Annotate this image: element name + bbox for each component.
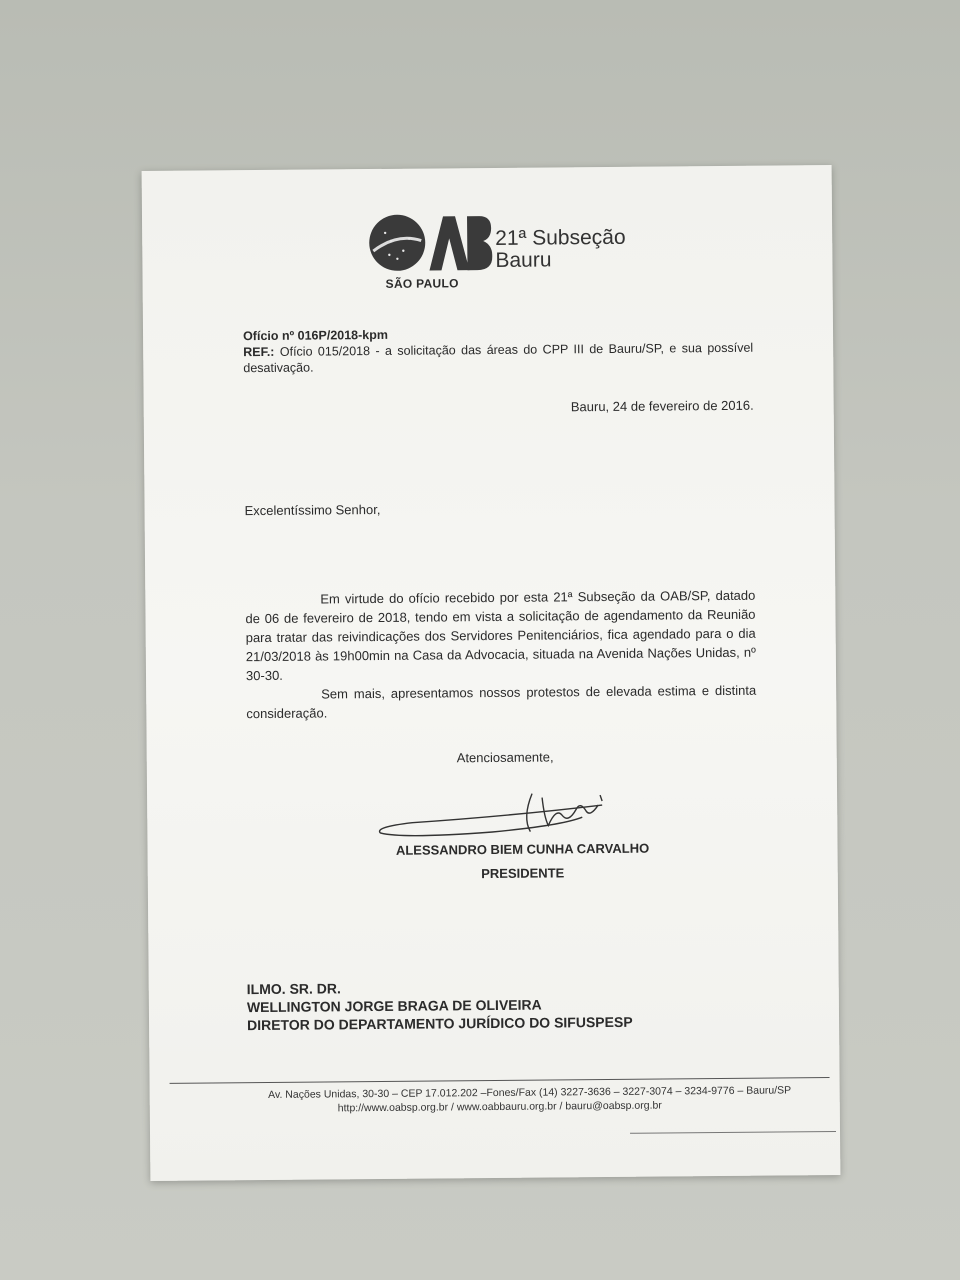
signer-role: PRESIDENTE: [481, 865, 565, 882]
recipient-block: [247, 977, 633, 1034]
oab-header: [367, 209, 628, 301]
letter-footer: [170, 1083, 830, 1117]
letter-sheet: [142, 165, 841, 1181]
letter-body: [245, 586, 756, 723]
reference-text: Ofício 015/2018 - a solicitação das áreas do CPP III de Bauru/SP, e sua possível desativação.: [243, 340, 754, 376]
oficio-number: Ofício nº 016P/2018-kpm: [242, 327, 389, 344]
subsecao-title: [495, 227, 626, 272]
salutation: Excelentíssimo Senhor,: [244, 501, 381, 519]
reference-block: [243, 324, 753, 376]
oab-logo: [367, 210, 493, 281]
signer-block: [247, 836, 757, 888]
body-paragraph-1: Em virtude do ofício recebido por esta 21ª Subseção da OAB/SP, datado de 06 de fevereiro de 2018, tendo em vista a solicitação de agendamento da Reunião para tratar das reivindicações dos Servidores Penitenciários, fica agendado para o dia 21/03/2018 às 19h00min na Casa da Advocacia, situada na Avenida Nações Unidas, nº 30-30.: [245, 587, 756, 684]
body-paragraph-2: Sem mais, apresentamos nossos protestos de elevada estima e distinta consideração.: [246, 682, 757, 722]
recipient-line-2: WELLINGTON JORGE BRAGA DE OLIVEIRA: [246, 996, 542, 1016]
signer-name: ALESSANDRO BIEM CUNHA CARVALHO: [395, 840, 650, 858]
recipient-line-3: DIRETOR DO DEPARTAMENTO JURÍDICO DO SIFUSPESP: [246, 1013, 633, 1034]
footer-address: Av. Nações Unidas, 30-30 – CEP 17.012.202 –Fones/Fax (14) 3227-3636 – 3227-3074 – 3234-9776 – Bauru/SP: [268, 1084, 792, 1101]
bottom-divider: [630, 1131, 836, 1134]
subsecao-line-2: Bauru: [495, 248, 552, 272]
logo-state-label: SÃO PAULO: [385, 276, 459, 291]
letter-date: Bauru, 24 de fevereiro de 2016.: [570, 397, 754, 415]
reference-label: REF.:: [243, 344, 275, 360]
footer-divider: [170, 1077, 830, 1084]
handwritten-signature: [372, 787, 632, 839]
footer-web: http://www.oabsp.org.br / www.oabbauru.org.br / bauru@oabsp.org.br: [337, 1099, 662, 1115]
reference-line: [243, 340, 753, 376]
closing: Atenciosamente,: [456, 749, 554, 766]
subsecao-line-1: 21ª Subseção: [495, 225, 626, 250]
recipient-line-1: ILMO. SR. DR.: [246, 980, 341, 998]
